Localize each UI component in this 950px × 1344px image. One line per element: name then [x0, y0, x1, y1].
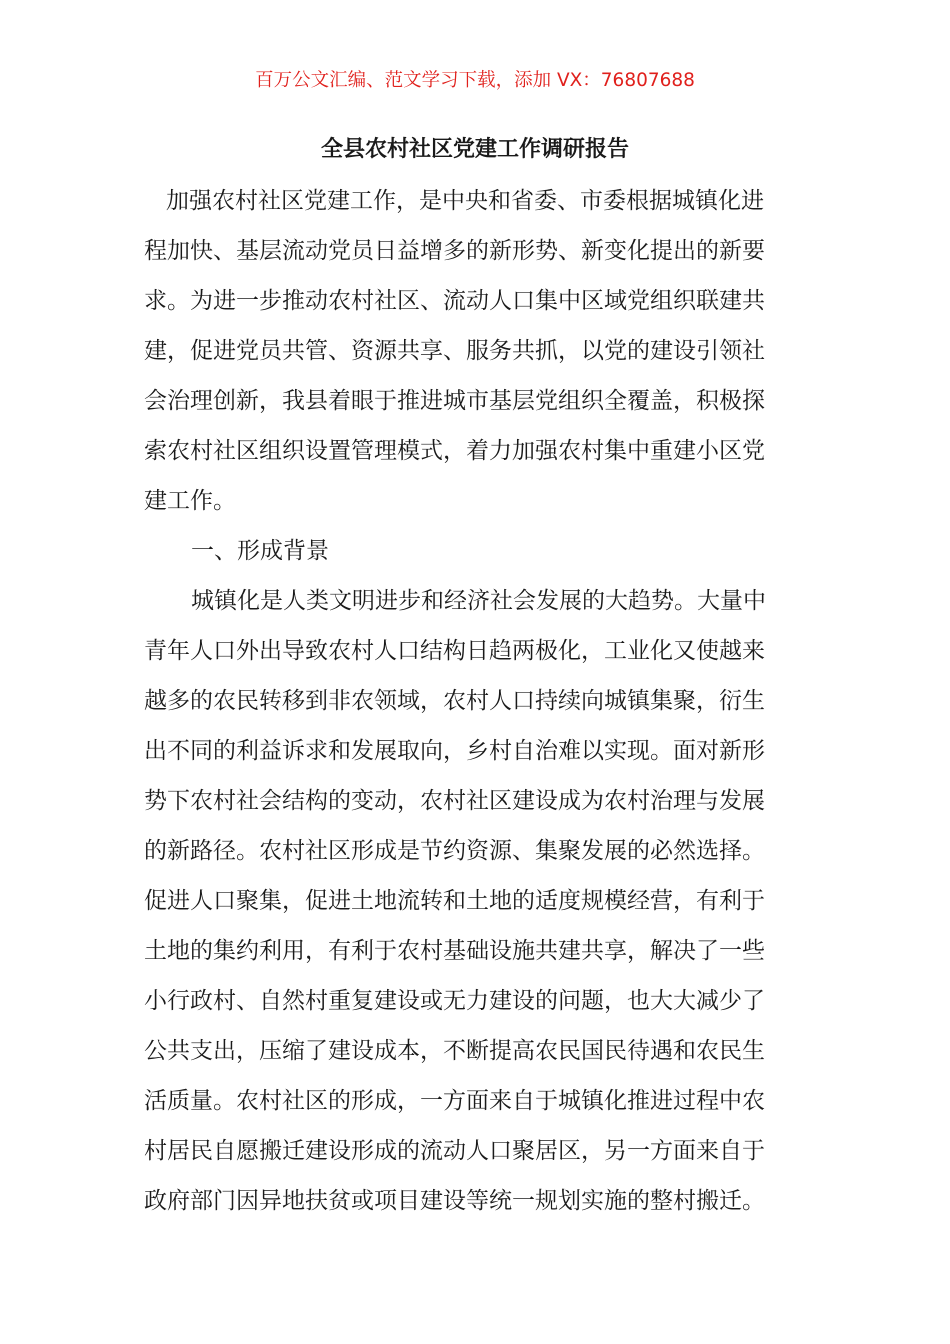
paragraph-line: 活质量。农村社区的形成，一方面来自于城镇化推进过程中农 — [144, 1088, 765, 1114]
paragraph-line: 求。为进一步推动农村社区、流动人口集中区域党组织联建共 — [144, 288, 765, 314]
document-body — [144, 176, 808, 1226]
document-title: 全县农村社区党建工作调研报告 — [320, 137, 629, 162]
paragraph-line: 政府部门因异地扶贫或项目建设等统一规划实施的整村搬迁。 — [144, 1188, 765, 1214]
paragraph-line: 建，促进党员共管、资源共享、服务共抓，以党的建设引领社 — [144, 338, 765, 364]
paragraph-line: 越多的农民转移到非农领域，农村人口持续向城镇集聚，衍生 — [144, 688, 765, 714]
paragraph-line: 势下农村社会结构的变动，农村社区建设成为农村治理与发展 — [144, 788, 765, 814]
paragraph-line: 青年人口外出导致农村人口结构日趋两极化，工业化又使越来 — [144, 638, 765, 664]
paragraph-line: 建工作。 — [144, 488, 236, 514]
paragraph-line: 土地的集约利用，有利于农村基础设施共建共享，解决了一些 — [144, 938, 765, 964]
paragraph-line: 城镇化是人类文明进步和经济社会发展的大趋势。大量中 — [191, 588, 766, 614]
download-notice: 百万公文汇编、范文学习下载，添加 VX：76807688 — [255, 70, 695, 91]
paragraph-line: 的新路径。农村社区形成是节约资源、集聚发展的必然选择。 — [144, 838, 765, 864]
paragraph-line: 促进人口聚集，促进土地流转和土地的适度规模经营，有利于 — [144, 888, 765, 914]
paragraph-line: 出不同的利益诉求和发展取向，乡村自治难以实现。面对新形 — [144, 738, 765, 764]
paragraph-line: 村居民自愿搬迁建设形成的流动人口聚居区，另一方面来自于 — [144, 1138, 765, 1164]
paragraph-line: 公共支出，压缩了建设成本，不断提高农民国民待遇和农民生 — [144, 1038, 765, 1064]
section-heading: 一、形成背景 — [191, 538, 329, 564]
paragraph-line: 会治理创新，我县着眼于推进城市基层党组织全覆盖，积极探 — [144, 388, 765, 414]
paragraph-line: 索农村社区组织设置管理模式，着力加强农村集中重建小区党 — [144, 438, 765, 464]
paragraph-line: 加强农村社区党建工作，是中央和省委、市委根据城镇化进 — [166, 188, 764, 214]
paragraph-line: 程加快、基层流动党员日益增多的新形势、新变化提出的新要 — [144, 238, 765, 264]
paragraph-line: 小行政村、自然村重复建设或无力建设的问题，也大大减少了 — [144, 988, 765, 1014]
